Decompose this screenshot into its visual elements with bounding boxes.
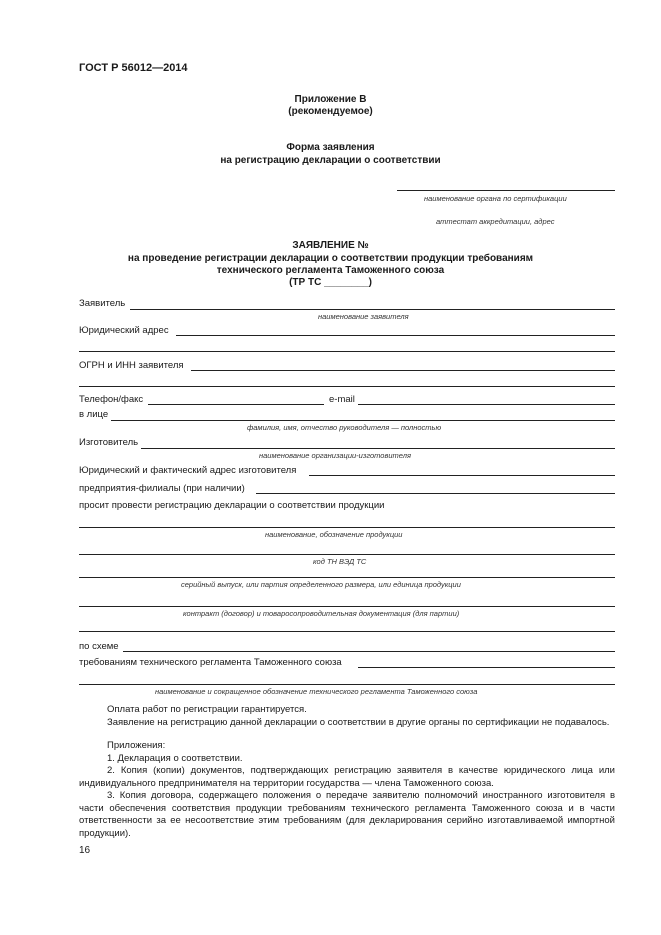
form-title-line2: на регистрацию декларации о соответствии xyxy=(220,155,441,166)
contract-line[interactable] xyxy=(79,606,615,607)
tnved-caption: код ТН ВЭД ТС xyxy=(313,557,367,566)
ogrn-inn-line[interactable] xyxy=(191,370,615,371)
form-title-line1: Форма заявления xyxy=(286,142,375,153)
phone-fax-line[interactable] xyxy=(148,404,324,405)
in-person-label: в лице xyxy=(79,409,109,420)
statement-line1: на проведение регистрации декларации о соответствии продукции требованиям xyxy=(127,253,534,264)
in-person-caption: фамилия, имя, отчество руководителя — полностью xyxy=(247,423,442,432)
manufacturer-address-label: Юридический и фактический адрес изготовителя xyxy=(79,465,297,476)
in-person-line[interactable] xyxy=(111,420,615,421)
applicant-label: Заявитель xyxy=(79,298,126,309)
scheme-label: по схеме xyxy=(79,641,119,652)
manufacturer-caption: наименование организации-изготовителя xyxy=(259,451,411,460)
legal-address-line[interactable] xyxy=(176,335,615,336)
product-caption: наименование, обозначение продукции xyxy=(265,530,403,539)
batch-line[interactable] xyxy=(79,577,615,578)
requirements-line-2[interactable] xyxy=(79,684,615,685)
attachments-block xyxy=(79,740,615,840)
manufacturer-label: Изготовитель xyxy=(79,437,139,448)
tnved-line[interactable] xyxy=(79,554,615,555)
legal-address-label: Юридический адрес xyxy=(79,325,169,336)
payment-guarantee: Оплата работ по регистрации гарантируется. xyxy=(107,704,307,715)
appendix-title: Приложение В xyxy=(294,94,367,105)
applicant-caption: наименование заявителя xyxy=(318,312,409,321)
attachments-title: Приложения: xyxy=(107,740,166,751)
requirements-caption: наименование и сокращенное обозначение технического регламента Таможенного союза xyxy=(155,687,478,696)
batch-caption: серийный выпуск, или партия определенного размера, или единица продукции xyxy=(181,580,461,589)
statement-line2: технического регламента Таможенного союза xyxy=(216,265,445,276)
no-other-submission: Заявление на регистрацию данной декларации о соответствии в другие органы по сертификации не подавалось. xyxy=(107,716,610,728)
manufacturer-line[interactable] xyxy=(141,448,615,449)
statement-title: ЗАЯВЛЕНИЕ № xyxy=(292,240,369,251)
org-name-caption: наименование органа по сертификации xyxy=(424,194,567,203)
page-number: 16 xyxy=(79,845,91,856)
attachment-3: 3. Копия договора, содержащего положения о передаче заявителю полномочий иностранного изготовителя в части обеспечения соответствия продукции требованиям технического регламента Таможенного союза и в части ответственности за ее несоответствие этим требованиям (для декларирования серийно изготавливаемой импортной продукции). xyxy=(79,790,615,839)
requirements-line[interactable] xyxy=(358,667,615,668)
document-code: ГОСТ Р 56012—2014 xyxy=(79,62,188,74)
org-name-line xyxy=(397,190,615,191)
attachment-2: 2. Копия (копии) документов, подтверждающих регистрацию заявителя в качестве юридического лица или индивидуального предпринимателя на территории государства — члена Таможенного союза. xyxy=(79,765,615,789)
email-line[interactable] xyxy=(358,404,615,405)
branches-label: предприятия-филиалы (при наличии) xyxy=(79,483,245,494)
request-label: просит провести регистрацию декларации о соответствии продукции xyxy=(79,500,385,511)
product-line[interactable] xyxy=(79,527,615,528)
legal-address-line-2[interactable] xyxy=(79,351,615,352)
branches-line[interactable] xyxy=(256,493,615,494)
manufacturer-address-line[interactable] xyxy=(309,475,615,476)
phone-fax-label: Телефон/факс xyxy=(79,394,144,405)
contract-caption: контракт (договор) и товаросопроводительная документация (для партии) xyxy=(183,609,460,618)
attachment-1: 1. Декларация о соответствии. xyxy=(107,752,243,764)
attestation-caption: аттестат аккредитации, адрес xyxy=(436,217,555,226)
body-text xyxy=(79,704,615,729)
requirements-label: требованиям технического регламента Таможенного союза xyxy=(79,657,342,668)
appendix-subtitle: (рекомендуемое) xyxy=(288,106,373,117)
ogrn-inn-line-2[interactable] xyxy=(79,386,615,387)
applicant-field-line[interactable] xyxy=(130,309,615,310)
scheme-line[interactable] xyxy=(123,651,615,652)
ogrn-inn-label: ОГРН и ИНН заявителя xyxy=(79,360,184,371)
contract-line-2[interactable] xyxy=(79,631,615,632)
email-label: e-mail xyxy=(329,394,355,405)
statement-line3: (ТР ТС ________) xyxy=(289,277,372,288)
